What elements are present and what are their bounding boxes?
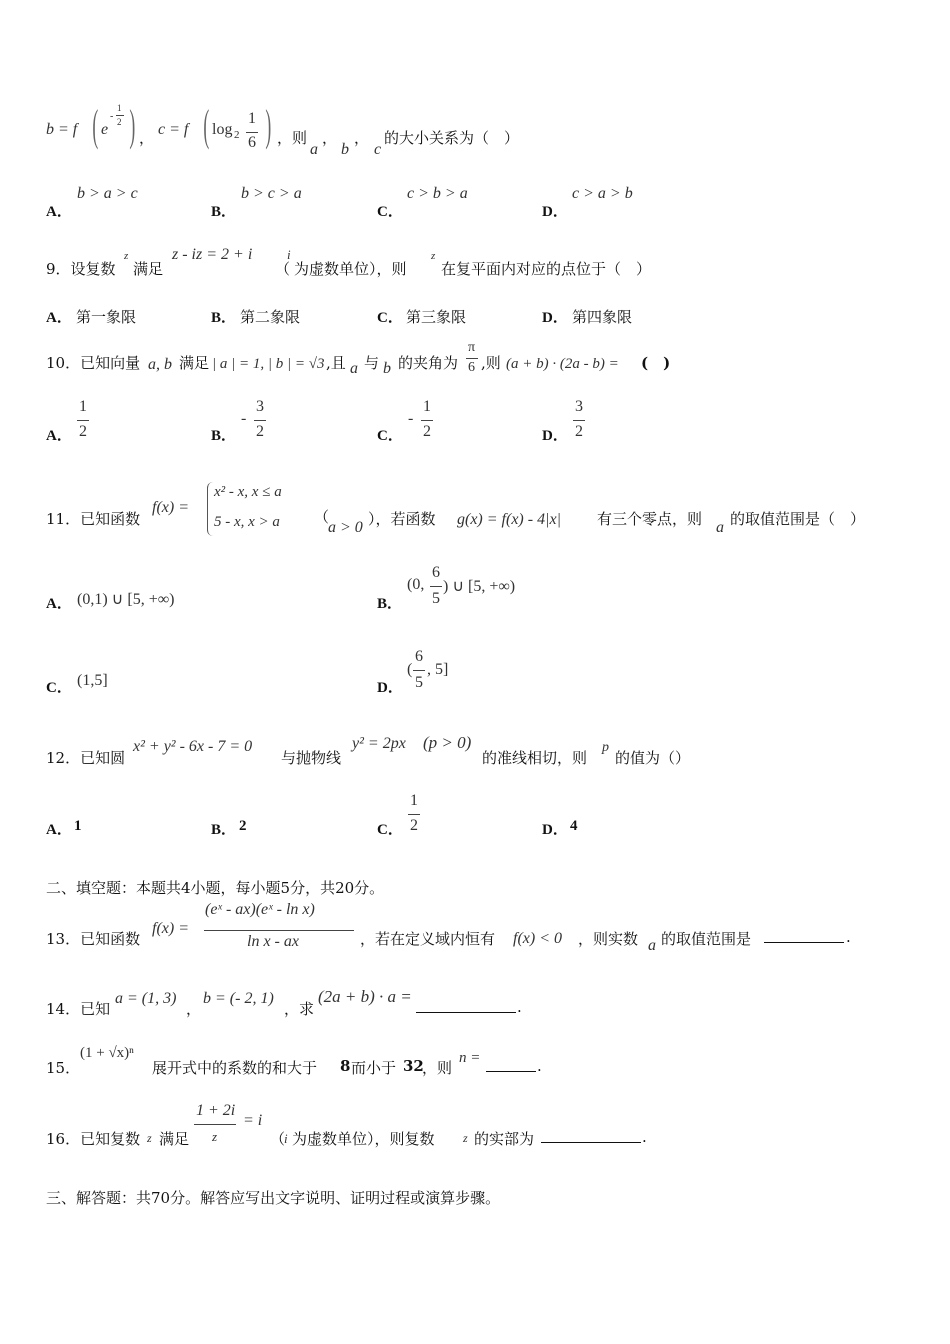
- q11-opt-c-label: C．: [46, 680, 72, 696]
- q12-opt-d[interactable]: 4: [570, 818, 578, 834]
- q13-a: a: [648, 937, 656, 954]
- q14-sep: ，: [186, 1000, 202, 1018]
- q9-stem-c: （: [275, 260, 291, 278]
- q16-end: .: [642, 1128, 647, 1146]
- q11-opt-d-num[interactable]: 6: [415, 648, 423, 665]
- q13-num: (eˣ - ax)(eˣ - ln x): [205, 901, 315, 918]
- q8-opt-a[interactable]: b > a > c: [77, 185, 138, 202]
- q9-opt-b-label: B．: [211, 310, 237, 326]
- q9-opt-a-label: A．: [46, 310, 72, 326]
- q14-vb: b = (- 2, 1): [203, 990, 274, 1007]
- q15-stem: 展开式中的系数的和大于: [152, 1059, 318, 1077]
- q8-var-a: a: [310, 141, 318, 158]
- q16-stem-e: 的实部为: [474, 1130, 535, 1148]
- q8-var-b: b: [341, 141, 349, 158]
- q8-log-num: 1: [248, 110, 256, 127]
- q16-stem-a: 16．已知复数: [46, 1130, 141, 1148]
- q14-stem-b: ，求: [284, 1000, 315, 1018]
- q15-answer-blank[interactable]: [486, 1057, 536, 1072]
- q11-stem-c: 的取值范围是（ ）: [730, 510, 866, 528]
- q8-paren-open: (: [92, 101, 99, 150]
- q11-cond: a > 0: [328, 519, 363, 536]
- q10-opt-b-bar: [254, 420, 266, 421]
- q10-opt-b-den[interactable]: 2: [256, 423, 264, 440]
- q11-opt-b-bar: [430, 586, 442, 587]
- q8-b-expr: b = f: [46, 121, 78, 138]
- q16-z1: z: [147, 1131, 152, 1145]
- q12-p: p: [602, 740, 609, 755]
- q13-end: .: [846, 928, 851, 946]
- q10-opt-a-bar: [77, 420, 89, 421]
- q10-opt-c-sign: -: [408, 410, 414, 427]
- q15-n32: 32: [403, 1057, 424, 1075]
- q10-angle-num: π: [468, 340, 476, 355]
- q10-opt-a-label: A．: [46, 428, 72, 444]
- q12-opt-d-label: D．: [542, 822, 568, 838]
- section-2-heading: 二、填空题：本题共4小题，每小题5分，共20分。: [46, 879, 385, 897]
- q8-e-base: e: [101, 121, 109, 138]
- q8-var-c: c: [374, 141, 382, 158]
- q11-stem-a: 11．已知函数: [46, 510, 141, 528]
- q13-stem-d: 的取值范围是: [661, 930, 752, 948]
- q10-opt-d-den[interactable]: 2: [575, 423, 583, 440]
- q13-stem-a: 13．已知函数: [46, 930, 141, 948]
- q8-opt-a-label: A．: [46, 204, 72, 220]
- q11-brace: [207, 482, 213, 536]
- q16-stem-c: （: [270, 1130, 286, 1148]
- q11-opt-d-label: D．: [377, 680, 403, 696]
- q10-b: b: [383, 360, 391, 377]
- q11-opt-b-pre[interactable]: (0,: [407, 576, 425, 593]
- q8-e-exp-bar: [116, 115, 124, 116]
- q11-cond-open: （: [314, 508, 330, 526]
- q8-paren2-close: ): [265, 101, 272, 150]
- q12-opt-a[interactable]: 1: [74, 818, 82, 834]
- q16-rhs: = i: [243, 1112, 263, 1129]
- q8-e-exp-num: 1: [117, 103, 122, 113]
- q13-frac-bar: [204, 930, 354, 931]
- q16-i: i: [284, 1131, 288, 1146]
- q12-stem-c: 的准线相切，则: [482, 749, 588, 767]
- q15-expr: (1 + √x)ⁿ: [80, 1045, 134, 1061]
- q10-stem-b: 满足: [179, 354, 210, 372]
- q10-opt-c-den[interactable]: 2: [423, 423, 431, 440]
- q16-frac-bar: [194, 1124, 236, 1125]
- q9-stem-d: 为虚数单位），则: [294, 260, 407, 278]
- q8-c-expr: c = f: [158, 121, 189, 138]
- q12-stem-a: 12．已知圆: [46, 749, 126, 767]
- q8-e-exp-den: 2: [117, 117, 122, 127]
- q11-case2: 5 - x, x > a: [214, 514, 280, 530]
- q11-gx: g(x) = f(x) - 4|x|: [457, 511, 561, 528]
- q9-opt-a[interactable]: 第一象限: [76, 308, 137, 326]
- q9-eq: z - iz = 2 + i: [172, 246, 253, 263]
- q11-opt-d-post[interactable]: , 5]: [427, 661, 449, 678]
- q10-opt-c-label: C．: [377, 428, 403, 444]
- q10-vars: a, b: [148, 356, 172, 373]
- q13-ineq: f(x) < 0: [513, 930, 562, 947]
- q11-opt-b-label: B．: [377, 596, 403, 612]
- q16-den: z: [212, 1129, 218, 1144]
- q14-stem-a: 14．已知: [46, 1000, 111, 1018]
- q8-opt-b-label: B．: [211, 204, 237, 220]
- q8-tail: 的大小关系为（ ）: [384, 129, 520, 147]
- q16-stem-b: 满足: [159, 1130, 190, 1148]
- q10-cond: | a | = 1, | b | = √3: [212, 356, 325, 372]
- q8-log: log: [212, 121, 233, 138]
- section-3-heading: 三、解答题：共70分。解答应写出文字说明、证明过程或演算步骤。: [46, 1189, 501, 1207]
- q8-log-bar: [246, 132, 258, 133]
- q8-paren-close: ): [129, 101, 136, 150]
- q11-opt-d-bar: [413, 670, 425, 671]
- q13-stem-c: ，则实数: [578, 930, 639, 948]
- q11-opt-b-post[interactable]: ) ∪ [5, +∞): [443, 578, 516, 595]
- q10-stem-g: ( ): [641, 354, 671, 372]
- q10-opt-c-bar: [421, 420, 433, 421]
- q12-pcond: (p > 0): [423, 733, 472, 752]
- q11-opt-a[interactable]: (0,1) ∪ [5, +∞): [77, 591, 175, 608]
- q9-stem-e: 在复平面内对应的点位于（ ）: [441, 260, 652, 278]
- q15-n-eq: n =: [459, 1050, 481, 1066]
- q10-stem-e: 的夹角为: [398, 354, 459, 372]
- q9-opt-c[interactable]: 第三象限: [406, 308, 467, 326]
- q16-z2: z: [463, 1131, 468, 1145]
- q11-a: a: [716, 519, 724, 536]
- q10-angle-bar: [466, 358, 478, 359]
- q16-stem-d: 为虚数单位），则复数: [292, 1130, 435, 1148]
- q10-opt-d-bar: [573, 420, 585, 421]
- q11-cond-close: ），若函数: [368, 510, 436, 528]
- q11-fx: f(x) =: [152, 499, 189, 516]
- q13-fx: f(x) =: [152, 920, 189, 937]
- q13-answer-blank[interactable]: [764, 928, 844, 943]
- q10-angle-den: 6: [468, 360, 475, 375]
- q16-num: 1 + 2i: [196, 1102, 236, 1119]
- q8-log-den: 6: [248, 134, 256, 151]
- q9-opt-d[interactable]: 第四象限: [572, 308, 633, 326]
- q8-opt-d-label: D．: [542, 204, 568, 220]
- q8-sep2: ，: [354, 129, 370, 147]
- q8-paren2-open: (: [203, 101, 210, 150]
- q10-stem-d: 与: [364, 354, 380, 372]
- q9-stem-b: 满足: [133, 260, 164, 278]
- q10-stem-f: ,则: [481, 354, 501, 372]
- q12-circle: x² + y² - 6x - 7 = 0: [133, 738, 253, 755]
- q8-opt-c[interactable]: c > b > a: [407, 185, 468, 202]
- q12-opt-c-den[interactable]: 2: [410, 817, 418, 834]
- q12-parabola: y² = 2px: [352, 735, 406, 752]
- q12-opt-a-label: A．: [46, 822, 72, 838]
- q9-opt-c-label: C．: [377, 310, 403, 326]
- q8-sep1: ，: [322, 129, 338, 147]
- q8-comma1: ，: [139, 129, 155, 147]
- q12-opt-b[interactable]: 2: [239, 818, 247, 834]
- q14-expr: (2a + b) · a =: [318, 987, 412, 1006]
- q15-stem-b: ，则: [422, 1059, 453, 1077]
- q10-stem-c: ,且: [326, 354, 346, 372]
- q9-opt-d-label: D．: [542, 310, 568, 326]
- q11-opt-b-den[interactable]: 5: [432, 590, 440, 607]
- q11-opt-d-pre[interactable]: (: [407, 661, 413, 678]
- q8-then: ，则: [277, 129, 308, 147]
- q10-opt-b-label: B．: [211, 428, 237, 444]
- q11-stem-b: 有三个零点，则: [597, 510, 703, 528]
- q10-opt-d-num[interactable]: 3: [575, 398, 583, 415]
- q11-opt-b-num[interactable]: 6: [432, 564, 440, 581]
- q8-e-sign: -: [110, 111, 114, 122]
- q10-a: a: [350, 360, 358, 377]
- q9-z1: z: [124, 250, 129, 262]
- q11-opt-c[interactable]: (1,5]: [77, 672, 108, 689]
- q11-case1: x² - x, x ≤ a: [214, 484, 282, 500]
- q10-expr: (a + b) · (2a - b) =: [506, 356, 619, 372]
- q15-mid: 而小于: [351, 1059, 397, 1077]
- q14-end: .: [517, 998, 522, 1016]
- q15-n8: 8: [340, 1057, 351, 1075]
- q8-log-base: 2: [234, 129, 240, 141]
- q8-opt-c-label: C．: [377, 204, 403, 220]
- q10-opt-d-label: D．: [542, 428, 568, 444]
- q12-opt-c-label: C．: [377, 822, 403, 838]
- q14-answer-blank[interactable]: [416, 998, 516, 1013]
- q10-opt-c-num[interactable]: 1: [423, 398, 431, 415]
- q16-answer-blank[interactable]: [541, 1128, 641, 1143]
- q9-z2: z: [431, 250, 436, 262]
- q9-opt-b[interactable]: 第二象限: [240, 308, 301, 326]
- q8-opt-b[interactable]: b > c > a: [241, 185, 302, 202]
- q11-opt-d-den[interactable]: 5: [415, 674, 423, 691]
- q12-stem-d: 的值为（）: [615, 749, 691, 767]
- q9-stem-a: 9．设复数: [46, 260, 116, 278]
- q12-opt-c-num[interactable]: 1: [410, 792, 418, 809]
- q13-stem-b: ，若在定义域内恒有: [360, 930, 496, 948]
- q10-opt-a-num[interactable]: 1: [79, 398, 87, 415]
- q9-i: i: [287, 247, 291, 262]
- q12-stem-b: 与抛物线: [281, 749, 342, 767]
- q10-stem-a: 10．已知向量: [46, 354, 141, 372]
- q8-opt-d[interactable]: c > a > b: [572, 185, 633, 202]
- q11-opt-a-label: A．: [46, 596, 72, 612]
- q12-opt-b-label: B．: [211, 822, 237, 838]
- q10-opt-b-num[interactable]: 3: [256, 398, 264, 415]
- q10-opt-b-sign: -: [241, 410, 247, 427]
- q14-va: a = (1, 3): [115, 990, 177, 1007]
- q15-label: 15．: [46, 1059, 81, 1077]
- q13-den: ln x - ax: [247, 933, 299, 950]
- q15-end: .: [537, 1057, 542, 1075]
- q10-opt-a-den[interactable]: 2: [79, 423, 87, 440]
- q12-opt-c-bar: [408, 814, 420, 815]
